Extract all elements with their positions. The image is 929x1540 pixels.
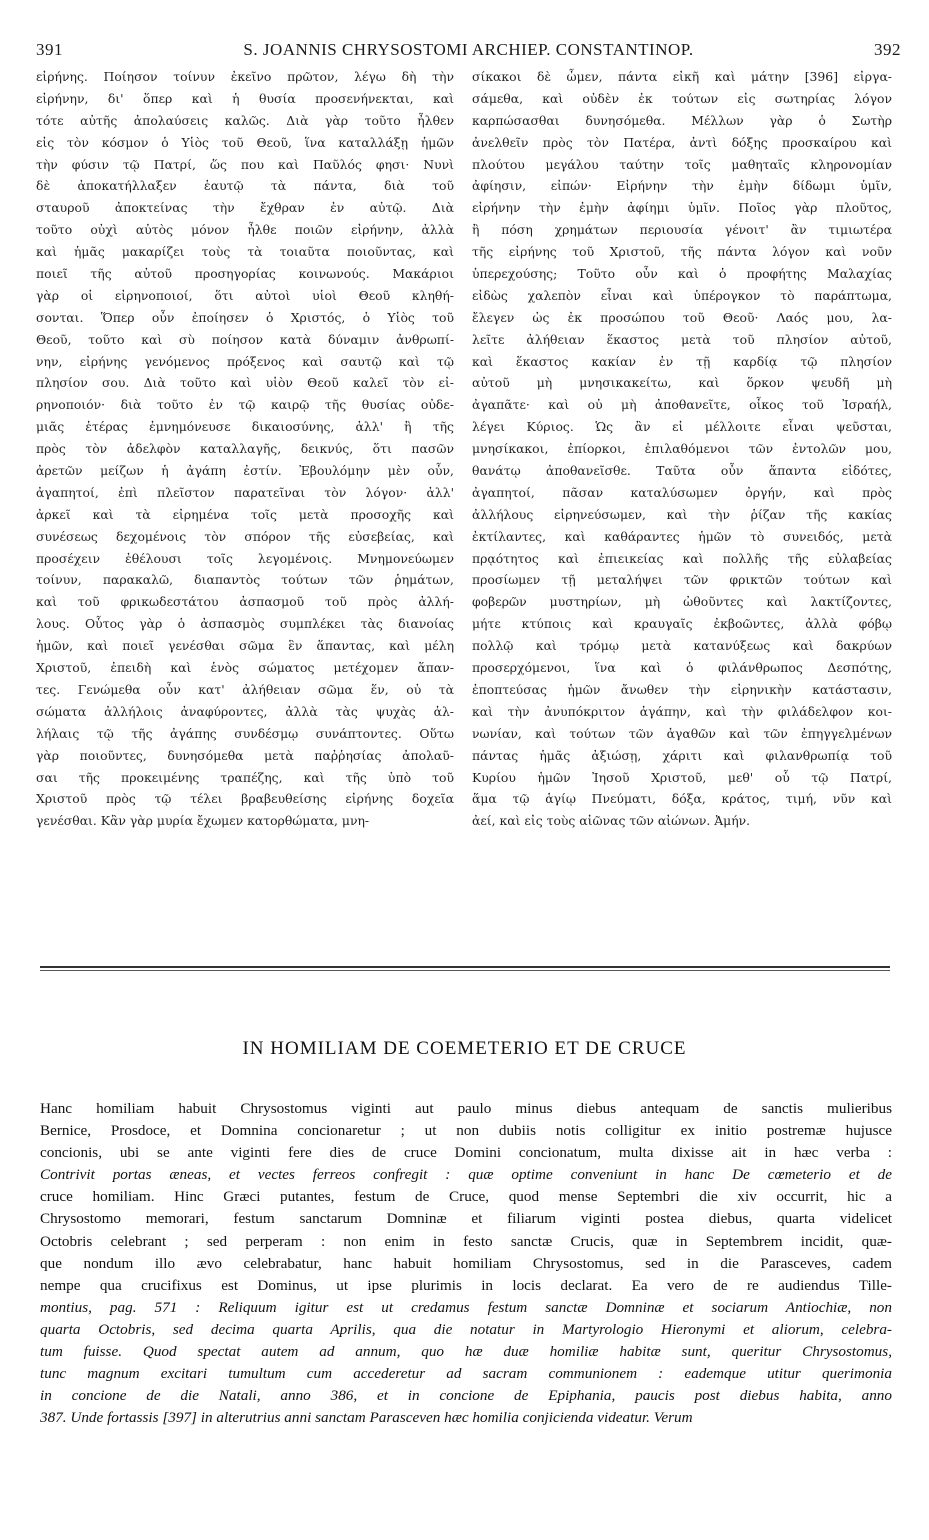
text-line: προσερχόμενοι, ἵνα καὶ ὁ φιλάνθρωπος Δεσπότης,: [472, 660, 892, 676]
text-line: ἀγαπᾶτε· καὶ οὐ μὴ ἀποθανεῖτε, οἶκος τοῦ Ἰσραήλ,: [472, 397, 892, 413]
intro-line: nempe qua crucifixus est Dominus, ut ipse plurimis in locis declarat. Ea vero de re audiendus Tille-: [40, 1276, 892, 1294]
text-line: Θεοῦ, τοῦτο καὶ σὺ ποίησον κατὰ δύναμιν ἀνθρωπί-: [36, 331, 454, 347]
running-title: S. JOANNIS CHRYSOSTOMI ARCHIEP. CONSTANTINOP.: [243, 40, 694, 59]
text-line: φοβερῶν μυστηρίων, μὴ ὠθοῦντες καὶ λακτίζοντες,: [472, 594, 892, 610]
text-line: ἢ πόση χρημάτων περιουσία γένοιτ' ἂν τιμιωτέρα: [472, 222, 892, 238]
text-line: πλούτου μεγάλου ταύτην τοῖς μαθηταῖς κληρονομίαν: [472, 156, 892, 172]
section-title: IN HOMILIAM DE COEMETERIO ET DE CRUCE: [242, 1038, 687, 1059]
section-divider: [40, 966, 890, 968]
text-line: συνέσεως δεχομένοις τὸν σπόρον τῆς εὐσεβείας, καὶ: [36, 528, 454, 544]
text-line: ρηνοποιόν· διὰ τοῦτο ἐν τῷ καιρῷ τῆς θυσίας οὐδε-: [36, 397, 454, 413]
intro-line: Octobris celebrant ; sed perperam : non enim in festo sanctæ Crucis, quæ in Septembrem incidit, quæ-: [40, 1232, 892, 1250]
text-line: λους. Οὗτος γὰρ ὁ ἀσπασμὸς συμπλέκει τὰς διανοίας: [36, 616, 454, 632]
text-line: εἰς τὸν κόσμον ὁ Υἱὸς τοῦ Θεοῦ, ἵνα καταλλάξῃ ἡμῶν: [36, 134, 454, 150]
text-line: νην, εἰρήνης γενόμενος πρόξενος καὶ σαυτῷ καὶ τῷ: [36, 353, 454, 369]
text-line: ἀγαπητοί, ἐπὶ πλεῖστον παρατεῖναι τὸν λόγον· ἀλλ': [36, 484, 454, 500]
text-line: λήλαις τῷ τῆς ἀγάπης συνδέσμῳ συνάπτοντες. Οὕτω: [36, 725, 454, 741]
text-line: δὲ ἀποκατήλλαξεν ἑαυτῷ τὰ πάντα, διὰ τοῦ: [36, 178, 454, 194]
text-line: καρπώσασθαι δυνησόμεθα. Μέλλων γὰρ ὁ Σωτὴρ: [472, 112, 892, 128]
intro-line: quarta Octobris, sed decima quarta Aprilis, qua die notatur in Martyrologio Hieronymi et aliorum, celebra-: [40, 1320, 892, 1338]
text-line: ἀεί, καὶ εἰς τοὺς αἰῶνας τῶν αἰώνων. Ἀμήν.: [472, 813, 751, 829]
text-line: αὐτοῦ μὴ μνησικακείτω, καὶ ὅρκον ψευδῆ μὴ: [472, 375, 892, 391]
text-line: καὶ τὴν ἀνυπόκριτον ἀγάπην, καὶ τὴν φιλάδελφον κοι-: [472, 703, 892, 719]
intro-line: 387. Unde fortassis [397] in alterutrius anni sanctam Parasceven hæc homilia conjicienda videatur. Verum: [40, 1409, 693, 1427]
text-line: καὶ ἡμᾶς μακαρίζει τοὺς τὰ τοιαῦτα ποιοῦντας, καὶ: [36, 244, 454, 260]
intro-line: Contrivit portas æneas, et vectes ferreos confregit : quæ optime conveniunt in hanc De cœmeterio et de: [40, 1166, 892, 1184]
text-line: ἀρετῶν μείζων ἡ ἀγάπη ἐστίν. Ἐβουλόμην μὲν οὖν,: [36, 463, 454, 479]
page-number-left: 391: [36, 40, 63, 59]
text-line: τὴν φύσιν τῷ Πατρί, ὥς που καὶ Παῦλός φησι· Νυνὶ: [36, 156, 454, 172]
text-line: προσέχειν ἐθέλουσι τοῖς λεγομένοις. Μνημονεύωμεν: [36, 550, 454, 566]
text-line: τῆς εἰρήνης τοῦ Χριστοῦ, τῆς πάντα λόγον καὶ νοῦν: [472, 244, 892, 260]
text-line: μήτε κτύποις καὶ κραυγαῖς ἐκβοῶντες, ἀλλὰ φόβῳ: [472, 616, 892, 632]
text-line: εἰδὼς χαλεπὸν εἶναι καὶ ὑπέρογκον τὸ παράπτωμα,: [472, 287, 892, 303]
text-line: πάντας ἡμᾶς ἀξιώσῃ, χάριτι καὶ φιλανθρωπίᾳ τοῦ: [472, 747, 892, 763]
text-line: ἀλλήλους εἰρηνεύσωμεν, καὶ τὴν ῥίζαν τῆς κακίας: [472, 506, 892, 522]
text-line: ἀρκεῖ καὶ τὰ εἰρημένα τοῖς μετὰ προσοχῆς καὶ: [36, 506, 454, 522]
intro-line: tum fuisse. Quod spectat autem ad annum, quo hæ duæ homiliæ habitæ sunt, queritur Chrysostomus,: [40, 1343, 892, 1361]
text-line: πρᾳότητος καὶ ἐπιεικείας καὶ πολλῆς τῆς εὐλαβείας: [472, 550, 892, 566]
text-line: καὶ ἕκαστος κακίαν ἐν τῇ καρδίᾳ τῷ πλησίον: [472, 353, 892, 369]
text-line: σάμεθα, καὶ οὐδὲν ἐκ τούτων εἰς σωτηρίας λόγον: [472, 90, 892, 106]
intro-line: que nondum illo ævo celebrabatur, hanc habuit homiliam Chrysostomus, sed in die Parasceves, cadem: [40, 1254, 892, 1272]
text-line: μιᾶς ἑτέρας ἐμνημόνευσε δικαιοσύνης, ἀλλ' ἢ τῆς: [36, 419, 454, 435]
text-line: λέγει Κύριος. Ὡς ἂν εἰ μέλλοιτε εἶναι ψεῦσται,: [472, 419, 892, 435]
text-line: πρὸς τὸν ἀδελφὸν καταλλαγῆς, δεικνύς, ὅτι πασῶν: [36, 441, 454, 457]
text-line: γὰρ οἱ εἰρηνοποιοί, ὅτι αὐτοὶ υἱοὶ Θεοῦ κληθή-: [36, 287, 454, 303]
text-line: ἀφίησιν, εἰπών· Εἰρήνην τὴν ἐμὴν δίδωμι ὑμῖν,: [472, 178, 892, 194]
text-line: νωνίαν, καὶ τούτων τῶν ἀγαθῶν καὶ τῶν ἐπηγγελμένων: [472, 725, 892, 741]
text-line: τότε αὐτῆς ἀπολαύσεις καλῶς. Διὰ γὰρ τοῦτο ἦλθεν: [36, 112, 454, 128]
intro-line: montius, pag. 571 : Reliquum igitur est ut credamus festum sanctæ Domninæ et sociarum Antiochiæ, non: [40, 1298, 892, 1316]
text-line: ἔλεγεν ὡς ἐκ προσώπου τοῦ Θεοῦ· Λαός μου, λα-: [472, 309, 892, 325]
latin-introduction: [40, 1098, 892, 1429]
intro-line: cruce homiliam. Hinc Græci putantes, festum de Cruce, quod mense Septembri die xiv occurrit, hic a: [40, 1188, 892, 1206]
text-line: σονται. Ὅπερ οὖν ἐποίησεν ὁ Χριστός, ὁ Υἱὸς τοῦ: [36, 309, 454, 325]
running-header: [36, 40, 901, 62]
text-line: πολλῷ καὶ τρόμῳ μετὰ κατανύξεως καὶ δακρύων: [472, 638, 892, 654]
text-line: τες. Γενώμεθα οὖν κατ' ἀλήθειαν σῶμα ἕν, οὐ τὰ: [36, 681, 454, 697]
text-line: σώματα ἀλλήλοις ἀναφύροντες, ἀλλὰ τὰς ψυχὰς ἀλ-: [36, 703, 454, 719]
text-line: σίκακοι δὲ ὦμεν, πάντα εἰκῆ καὶ μάτην [396] εἰργα-: [472, 69, 892, 84]
intro-line: tunc magnum excitari tumultum cum accederetur ad sacram communionem : eademque utitur querimonia: [40, 1365, 892, 1383]
text-line: εἰρήνης. Ποίησον τοίνυν ἐκεῖνο πρῶτον, λέγω δὴ τὴν: [36, 69, 454, 84]
text-line: πλησίον σου. Διὰ τοῦτο καὶ υἱὸν Θεοῦ καλεῖ τὸν εἰ-: [36, 375, 454, 391]
intro-line: Bernice, Prosdoce, et Domnina concionaretur ; ut non dubiis notis colligitur ex initio postremæ hujusce: [40, 1122, 892, 1140]
section-divider-thin: [40, 970, 890, 971]
text-line: ἡμῶν, καὶ ποιεῖ γενέσθαι σῶμα ἓν ἅπαντας, καὶ μέλη: [36, 638, 454, 654]
text-line: μνησίκακοι, ἐπίορκοι, ἐπιλαθόμενοι τῶν ἐντολῶν μου,: [472, 441, 892, 457]
text-line: σταυροῦ ἀποκτείνας τὴν ἔχθραν ἐν αὐτῷ. Διὰ: [36, 200, 454, 216]
text-line: γὰρ ποιοῦντες, δυνησόμεθα μετὰ παῤῥησίας ἀπολαῦ-: [36, 747, 454, 763]
text-line: ἐκτίλαντες, καὶ καθάραντες ἡμῶν τὸ συνειδός, μετὰ: [472, 528, 892, 544]
text-line: εἰρήνην, δι' ὅπερ καὶ ἡ θυσία προσενήνεκται, καὶ: [36, 90, 454, 106]
text-line: λεῖτε ἀλήθειαν ἕκαστος μετὰ τοῦ πλησίον αὐτοῦ,: [472, 331, 892, 347]
text-line: τοίνυν, παρακαλῶ, διαπαντὸς τούτων τῶν ῥημάτων,: [36, 572, 454, 588]
intro-line: Chrysostomo memorari, festum sanctarum Domninæ et filiarum viginti postea diebus, quarta videlicet: [40, 1210, 892, 1228]
text-line: Κυρίου ἡμῶν Ἰησοῦ Χριστοῦ, μεθ' οὗ τῷ Πατρί,: [472, 769, 892, 785]
text-line: ἀγαπητοί, πᾶσαν καταλύσωμεν ὀργήν, καὶ πρὸς: [472, 484, 892, 500]
greek-text-right-column: [472, 66, 892, 832]
text-line: ποιεῖ τῆς αὐτοῦ προσηγορίας κοινωνούς. Μακάριοι: [36, 266, 454, 282]
text-line: προσίωμεν τῇ μεταλήψει τῶν φρικτῶν τούτων καὶ: [472, 572, 892, 588]
text-line: ὑπερεχούσης; Τοῦτο οὖν καὶ ὁ προφήτης Μαλαχίας: [472, 266, 892, 282]
text-line: ἅμα τῷ ἁγίῳ Πνεύματι, δόξα, κράτος, τιμή, νῦν καὶ: [472, 791, 892, 807]
text-line: θανάτῳ ἀποθανεῖσθε. Ταῦτα οὖν ἅπαντα εἰδότες,: [472, 463, 892, 479]
intro-line: concionis, ubi se ante viginti fere dies de cruce Domini concionatum, multa dixisse ait in hæc verba :: [40, 1144, 892, 1162]
greek-text-left-column: [36, 66, 454, 832]
text-line: Χριστοῦ, ἐπειδὴ καὶ ἑνὸς σώματος μετέχομεν ἅπαν-: [36, 660, 454, 676]
intro-line: in concione de die Natali, anno 386, et in concione de Epiphania, paucis post diebus habita, anno: [40, 1387, 892, 1405]
text-line: ἀνελθεῖν πρὸς τὸν Πατέρα, ἀντὶ δόξης προσκαίρου καὶ: [472, 134, 892, 150]
text-line: γενέσθαι. Κἂν γὰρ μυρία ἔχωμεν κατορθώματα, μνη-: [36, 813, 370, 829]
text-line: ἐποπτεύσας ἡμῶν ἄνωθεν τὴν εἰρηνικὴν κατάστασιν,: [472, 681, 892, 697]
text-line: Χριστοῦ πρὸς τῷ τέλει βραβευθείσης εἰρήνης δοχεῖα: [36, 791, 454, 807]
text-line: σαι τῆς προκειμένης τραπέζης, καὶ τῆς ὑπὸ τοῦ: [36, 769, 454, 785]
text-line: εἰρήνην τὴν ἐμὴν ἀφίημι ὑμῖν. Ποῖος γὰρ πλοῦτος,: [472, 200, 892, 216]
page-number-right: 392: [874, 40, 901, 59]
text-line: τοῦτο οὐχὶ αὐτὸς μόνον ἦλθε ποιῶν εἰρήνην, ἀλλὰ: [36, 222, 454, 238]
intro-line: Hanc homiliam habuit Chrysostomus viginti aut paulo minus diebus antequam de sanctis mulieribus: [40, 1100, 892, 1117]
text-line: καὶ τοῦ φρικωδεστάτου ἀσπασμοῦ τοῦ πρὸς ἀλλή-: [36, 594, 454, 610]
